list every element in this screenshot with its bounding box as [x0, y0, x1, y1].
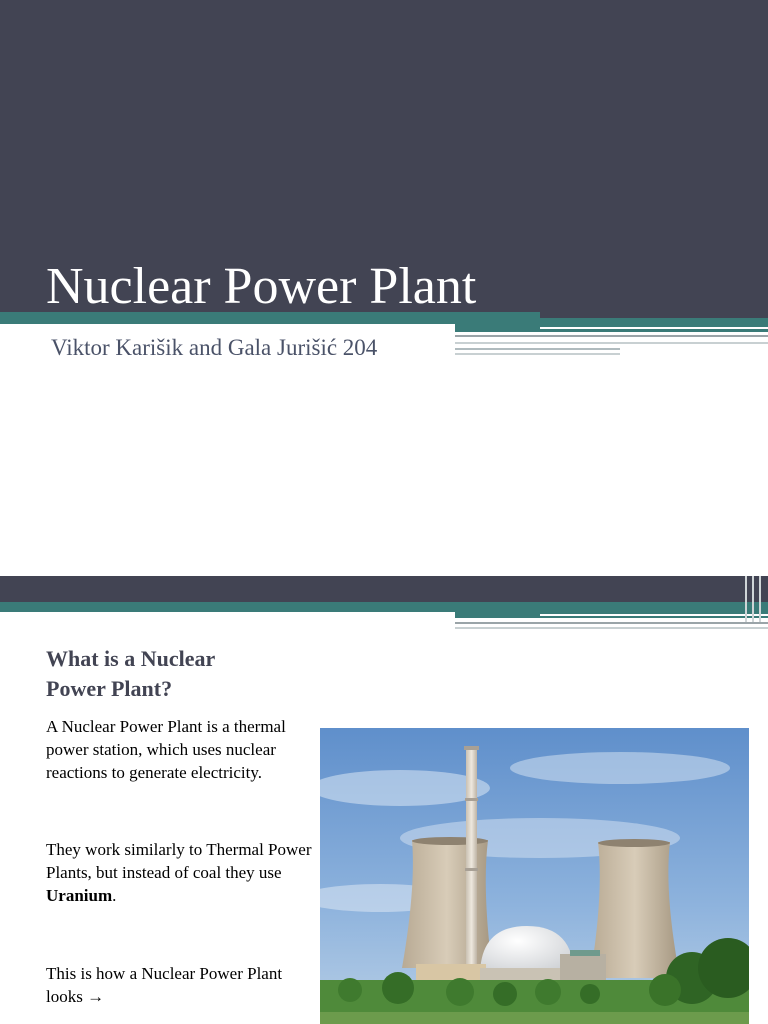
paragraph-comparison-text: They work similarly to Thermal Power Plants, but instead of coal they use — [46, 840, 312, 882]
decor-line — [455, 335, 768, 337]
decor-line — [455, 353, 620, 355]
decor-line — [759, 576, 761, 622]
paragraph-looks — [46, 962, 286, 1008]
cloud — [510, 752, 730, 784]
cooling-tower-rim — [598, 839, 670, 847]
decor-line — [455, 348, 620, 350]
tree — [446, 978, 474, 1006]
decor-line — [745, 576, 747, 622]
decor-line — [455, 342, 768, 344]
decor-line — [540, 327, 768, 329]
paragraph-comparison — [46, 838, 316, 907]
tree — [580, 984, 600, 1004]
chimney-top — [464, 746, 479, 750]
power-plant-illustration — [320, 728, 749, 1024]
chimney — [466, 746, 477, 976]
decor-line — [455, 627, 768, 629]
tree — [338, 978, 362, 1002]
cooling-tower-left — [402, 840, 492, 968]
chimney-ring — [465, 798, 478, 801]
teal-accent-bar — [0, 602, 768, 612]
paragraph-definition: A Nuclear Power Plant is a thermal power station, which uses nuclear reactions to generate electricity. — [46, 717, 286, 782]
paragraph-looks-text: This is how a Nuclear Power Plant looks — [46, 964, 283, 1006]
decor-line — [455, 622, 768, 624]
paragraph-comparison-end: . — [112, 886, 117, 905]
power-plant-photo — [320, 728, 749, 1024]
slide-subtitle: Viktor Karišik and Gala Jurišić 204 — [51, 335, 378, 360]
tree — [493, 982, 517, 1006]
tree — [649, 974, 681, 1006]
content-header-band — [0, 576, 768, 602]
chimney-ring — [465, 868, 478, 871]
grass — [320, 1012, 749, 1024]
right-arrow-icon: → — [87, 987, 105, 1006]
tree — [535, 979, 561, 1005]
uranium-text: Uranium — [46, 886, 113, 905]
slide-title: Nuclear Power Plant — [46, 258, 477, 315]
building-roof — [570, 950, 600, 956]
teal-accent-bar-right — [455, 318, 768, 332]
decor-line — [540, 614, 768, 616]
tree — [382, 972, 414, 1004]
decor-line — [752, 576, 754, 622]
content-slide — [0, 576, 768, 1024]
slide-heading: What is a Nuclear Power Plant? — [46, 646, 215, 701]
